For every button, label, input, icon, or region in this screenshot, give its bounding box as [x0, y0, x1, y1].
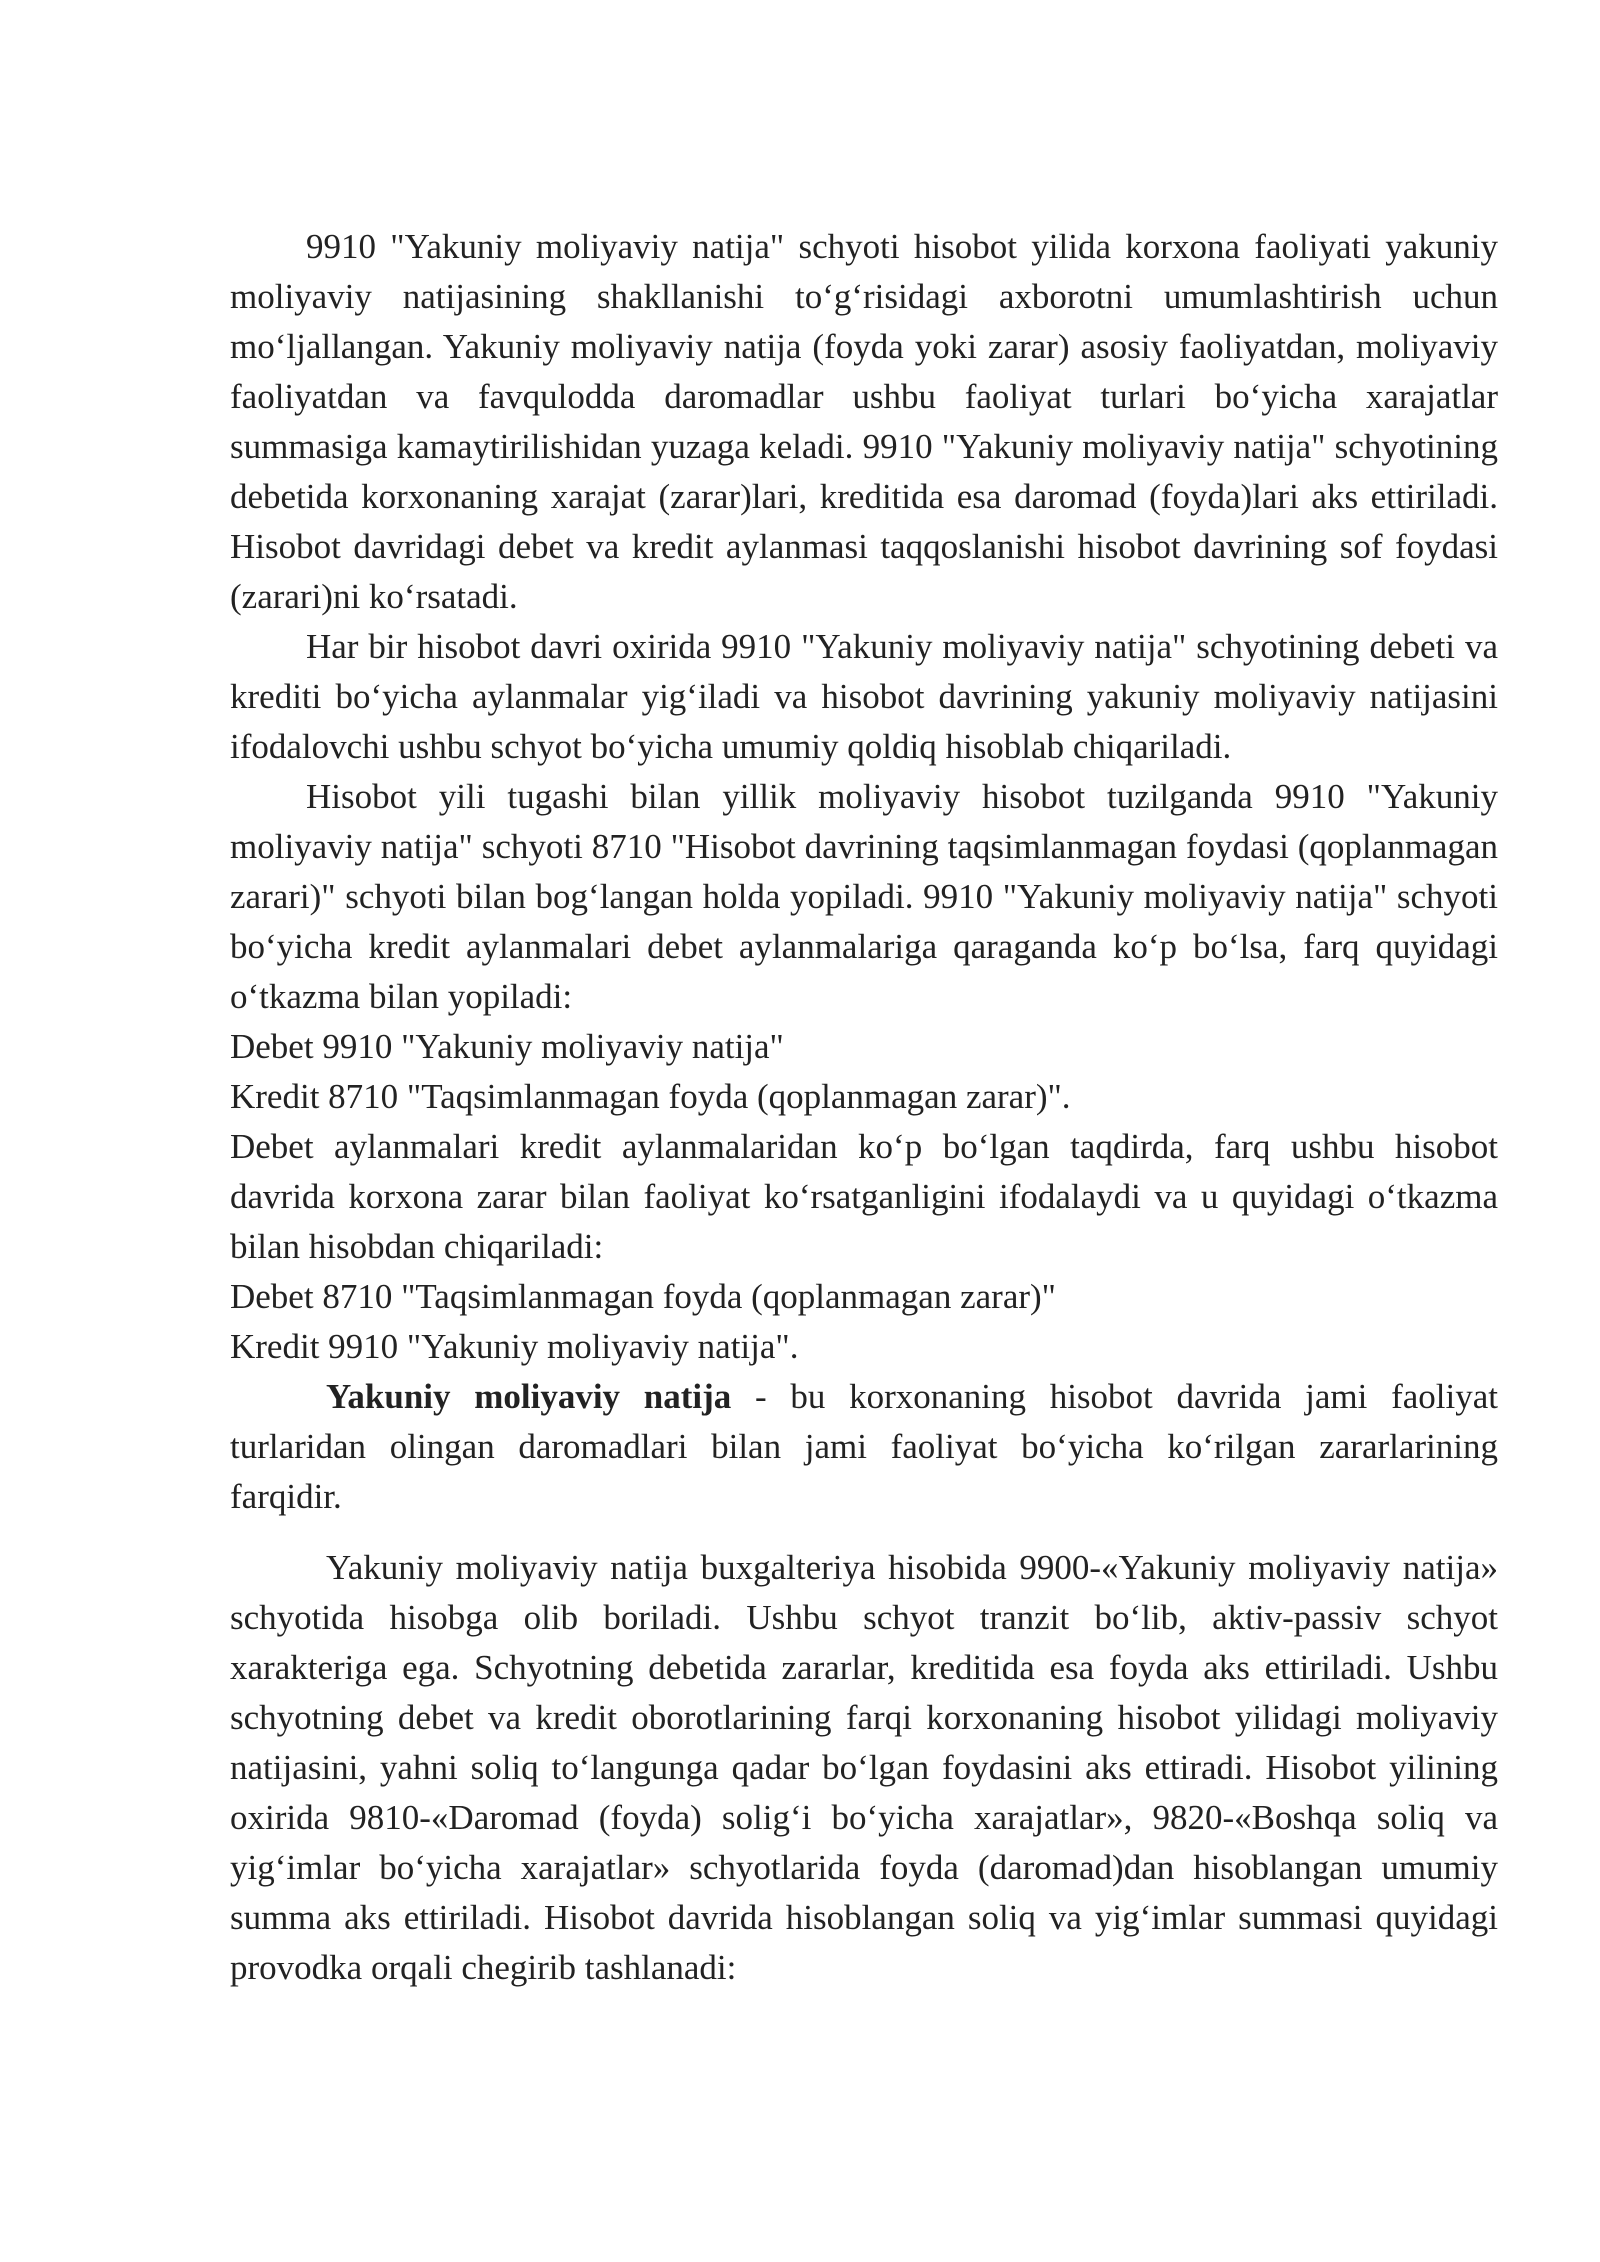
paragraph-period-end-turnover: Har bir hisobot davri oxirida 9910 "Yakuniy moliyaviy natija" schyotining debeti va krediti bo‘yicha aylanmalar yig‘iladi va hisobot davrining yakuniy moliyaviy natijasini ifodalovchi ushbu schyot bo‘yicha umumiy qoldiq hisoblab chiqariladi.	[230, 627, 1498, 766]
defined-term: Yakuniy moliyaviy natija	[326, 1377, 732, 1416]
paragraph-loss-case: Debet aylanmalari kredit aylanmalaridan ko‘p bo‘lgan taqdirda, farq ushbu hisobot davrida korxona zarar bilan faoliyat ko‘rsatganligini ifodalaydi va u quyidagi o‘tkazma bilan hisobdan chiqariladi:	[230, 1127, 1498, 1266]
document-page	[230, 222, 1498, 1993]
paragraph-account-9910-purpose: 9910 "Yakuniy moliyaviy natija" schyoti hisobot yilida korxona faoliyati yakuniy moliyaviy natijasining shakllanishi to‘g‘risidagi axborotni umumlashtirish uchun mo‘ljallangan. Yakuniy moliyaviy natija (foyda yoki zarar) asosiy faoliyatdan, moliyaviy faoliyatdan va favqulodda daromadlar ushbu faoliyat turlari bo‘yicha xarajatlar summasiga kamaytirilishidan yuzaga keladi. 9910 "Yakuniy moliyaviy natija" schyotining debetida korxonaning xarajat (zarar)lari, kreditida esa daromad (foyda)lari aks ettiriladi. Hisobot davridagi debet va kredit aylanmasi taqqoslanishi hisobot davrining sof foydasi (zarari)ni ko‘rsatadi.	[230, 227, 1498, 616]
paragraph-account-9900: Yakuniy moliyaviy natija buxgalteriya hisobida 9900-«Yakuniy moliyaviy natija» schyotida hisobga olib boriladi. Ushbu schyot tranzit bo‘lib, aktiv-passiv schyot xarakteriga ega. Schyotning debetida zararlar, kreditida esa foyda aks ettiriladi. Ushbu schyotning debet va kredit oborotlarining farqi korxonaning hisobot yilidagi moliyaviy natijasini, yahni soliq to‘langunga qadar bo‘lgan foydasini aks ettiradi. Hisobot yilining oxirida 9810-«Daromad (foyda) solig‘i bo‘yicha xarajatlar», 9820-«Boshqa soliq va yig‘imlar bo‘yicha xarajatlar» schyotlarida foyda (daromad)dan hisoblangan umumiy summa aks ettiriladi. Hisobot davrida hisoblangan soliq va yig‘imlar summasi quyidagi provodka orqali chegirib tashlanadi:	[230, 1548, 1498, 1987]
entry-profit-credit: Kredit 8710 "Taqsimlanmagan foyda (qoplanmagan zarar)".	[230, 1077, 1071, 1116]
entry-loss-credit: Kredit 9910 "Yakuniy moliyaviy natija".	[230, 1327, 799, 1366]
entry-loss-debit: Debet 8710 "Taqsimlanmagan foyda (qoplanmagan zarar)"	[230, 1277, 1056, 1316]
paragraph-definition	[230, 1372, 1498, 1522]
entry-profit-debit: Debet 9910 "Yakuniy moliyaviy natija"	[230, 1027, 784, 1066]
definition-text: - bu korxonaning hisobot davrida jami faoliyat turlaridan olingan daromadlari bilan jami faoliyat bo‘yicha ko‘rilgan zararlarining farqidir.	[230, 1377, 1498, 1516]
paragraph-year-end-closing: Hisobot yili tugashi bilan yillik moliyaviy hisobot tuzilganda 9910 "Yakuniy moliyaviy natija" schyoti 8710 "Hisobot davrining taqsimlanmagan foydasi (qoplanmagan zarari)" schyoti bilan bog‘langan holda yopiladi. 9910 "Yakuniy moliyaviy natija" schyoti bo‘yicha kredit aylanmalari debet aylanmalariga qaraganda ko‘p bo‘lsa, farq quyidagi o‘tkazma bilan yopiladi:	[230, 777, 1498, 1016]
